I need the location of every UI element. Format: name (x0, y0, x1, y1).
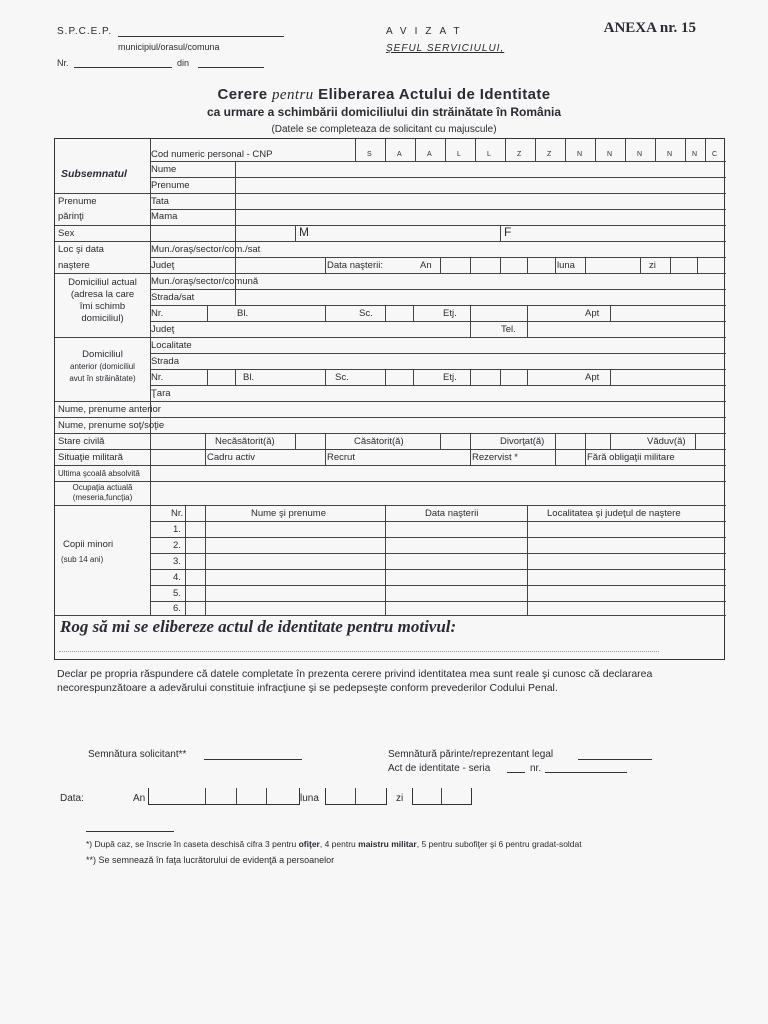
bl-label: Bl. (237, 308, 249, 319)
loc-data-label: Loc şi data (58, 244, 104, 255)
rezervist-label: Rezervist * (472, 452, 518, 463)
cnp-letter: S (367, 151, 372, 158)
apt-label: Apt (585, 308, 600, 319)
recrut-label: Recrut (327, 452, 355, 463)
ultima-scoala-label: Ultima şcoală absolvită (58, 469, 140, 478)
copii-minori-label: Copii minori (63, 539, 114, 550)
copii-row-nr: 6. (173, 603, 181, 614)
din-label: din (177, 58, 190, 68)
spcep-line[interactable] (118, 36, 284, 37)
tata-label: Tata (151, 196, 169, 207)
prenume-parinti-label: Prenume (58, 196, 97, 207)
copii-row-nr: 3. (173, 556, 181, 567)
data-label: Data: (60, 793, 84, 804)
rog-motiv-text: Rog să mi se elibereze actul de identitate pentru motivul: (60, 617, 457, 636)
cnp-letter: N (692, 151, 698, 158)
sc-label: Sc. (359, 308, 373, 319)
stare-civila-label: Stare civilă (58, 436, 105, 447)
act-nr-line[interactable] (545, 772, 627, 773)
nr-label: Nr. (151, 308, 164, 319)
form-note: (Datele se completeaza de solicitant cu majuscule) (271, 124, 497, 135)
copii-row-nr: 2. (173, 540, 181, 551)
mama-label: Mama (151, 211, 178, 222)
apt-anterior-label: Apt (585, 372, 600, 383)
semnatura-parinte-label: Semnătură părinte/reprezentant legal (388, 749, 554, 760)
judet-label: Judeţ (151, 260, 175, 271)
copii-header-data: Data naşterii (425, 508, 479, 519)
cnp-letter: Z (517, 151, 522, 158)
title-pentru: pentru (272, 87, 314, 103)
nr-line[interactable] (74, 67, 172, 68)
copii-header-nume: Nume şi prenume (251, 508, 326, 519)
cnp-letter: A (427, 151, 432, 158)
din-line[interactable] (198, 67, 264, 68)
cnp-letter: Z (547, 151, 552, 158)
data-zi-box[interactable] (412, 788, 472, 805)
data-an-label: An (133, 793, 146, 804)
sub14-label: (sub 14 ani) (61, 555, 104, 564)
copii-row-nr: 1. (173, 524, 181, 535)
identity-form (54, 138, 725, 660)
cnp-letter: L (457, 151, 461, 158)
copii-row-nr: 5. (173, 588, 181, 599)
cadru-activ-label: Cadru activ (207, 452, 256, 463)
nume-anterior-label: Nume, prenume anterior (58, 404, 161, 415)
mun-comuna-label: Mun./oraş/sector/comună (151, 276, 259, 287)
nr-anterior-label: Nr. (151, 372, 164, 383)
mun-oras-label: Mun./oraş/sector/com./sat (151, 244, 261, 255)
cnp-letter: N (577, 151, 583, 158)
cnp-label: Cod numeric personal - CNP (151, 149, 273, 160)
luna-label: luna (557, 260, 575, 271)
copii-row-nr: 4. (173, 572, 181, 583)
divortat-label: Divorţat(ă) (500, 436, 545, 447)
aviz-label: AVIZAT (386, 26, 468, 37)
strada-sat-label: Strada/sat (151, 292, 195, 303)
casatorit-label: Căsătorit(ă) (354, 436, 404, 447)
footnote-separator (86, 831, 174, 832)
form-title (0, 86, 768, 104)
nume-sot-label: Nume, prenume soţ/soţie (58, 420, 165, 431)
situatie-militara-label: Situaţie militară (58, 452, 123, 463)
data-luna-label: luna (300, 793, 319, 804)
nr-label: Nr. (57, 58, 69, 68)
parinti-label: părinţi (58, 211, 84, 222)
ocupatia-label: Ocupaţia actuală (meseria,funcţia) (72, 483, 133, 502)
act-identitate-label: Act de identitate - seria (388, 763, 491, 774)
form-subtitle: ca urmare a schimbării domiciliului din străinătate în România (206, 105, 562, 119)
semnatura-solicitant-line[interactable] (204, 759, 302, 760)
domiciliu-actual-label: Domiciliul actual (adresa la care îmi schimb domiciliul) (68, 277, 137, 324)
cnp-letter: C (712, 151, 718, 158)
judet-actual-label: Judeţ (151, 324, 175, 335)
semnatura-solicitant-label: Semnătura solicitant** (88, 749, 187, 760)
cnp-letter: N (667, 151, 673, 158)
cnp-letter: L (487, 151, 491, 158)
spcep-label: S.P.C.E.P. (57, 26, 113, 37)
locality-label: municipiul/orasul/comuna (118, 42, 220, 52)
data-an-box[interactable] (148, 788, 300, 805)
subsemnatul-label: Subsemnatul (61, 168, 127, 180)
copii-header-nr: Nr. (171, 508, 184, 519)
footnote-1: *) După caz, se înscrie în caseta deschisă cifra 3 pentru ofiţer, 4 pentru maistru militar, 5 pentru subofiţer şi 6 pentru gradat-soldat (86, 839, 582, 849)
necasatorit-label: Necăsătorit(ă) (215, 436, 275, 447)
domiciliu-anterior-label: Domiciliul anterior (domiciliul avut în străinătate) (69, 349, 136, 383)
et-anterior-label: Etj. (443, 372, 457, 383)
bl-anterior-label: Bl. (243, 372, 255, 383)
et-label: Etj. (443, 308, 457, 319)
act-seria-line[interactable] (507, 772, 525, 773)
cnp-letter: N (607, 151, 613, 158)
footnote-2: **) Se semnează în faţa lucrătorului de evidenţă a persoanelor (86, 855, 335, 865)
fara-obligatii-label: Fără obligaţii militare (587, 452, 675, 463)
nume-label: Nume (151, 164, 177, 175)
data-nasterii-label: Data naşterii: (327, 260, 383, 271)
sef-serviciu-label: ŞEFUL SERVICIULUI, (386, 43, 505, 54)
an-label: An (420, 260, 432, 271)
anexa-label: ANEXA nr. 15 (603, 20, 696, 36)
declaratie-text: Declar pe propria răspundere că datele completate în prezenta cerere privind identitatea mea sunt reale şi cunosc că declararea necorespunzătoare a adevărului constituie infracţiune şi se pedepseşte conform prevederilor Codului Penal. (57, 668, 653, 694)
act-nr-label: nr. (530, 763, 542, 774)
zi-label: zi (649, 260, 656, 271)
sex-label: Sex (58, 228, 75, 239)
data-zi-label: zi (396, 793, 404, 804)
prenume-label: Prenume (151, 180, 190, 191)
sex-m-label: M (299, 225, 309, 239)
tara-label: Ţara (151, 388, 171, 399)
localitate-label: Localitate (151, 340, 192, 351)
vaduv-label: Văduv(ă) (647, 436, 686, 447)
cnp-letter: N (637, 151, 643, 158)
cnp-letter: A (397, 151, 402, 158)
title-part2: Eliberarea Actului de Identitate (318, 86, 551, 103)
sc-anterior-label: Sc. (335, 372, 349, 383)
sex-f-label: F (504, 225, 512, 239)
nastere-label: naştere (58, 260, 90, 271)
strada-label: Strada (151, 356, 179, 367)
tel-label: Tel. (501, 324, 516, 335)
title-part1: Cerere (217, 86, 268, 103)
semnatura-parinte-line[interactable] (578, 759, 652, 760)
copii-header-localitate: Localitatea şi judeţul de naştere (547, 508, 681, 519)
data-luna-box[interactable] (325, 788, 387, 805)
